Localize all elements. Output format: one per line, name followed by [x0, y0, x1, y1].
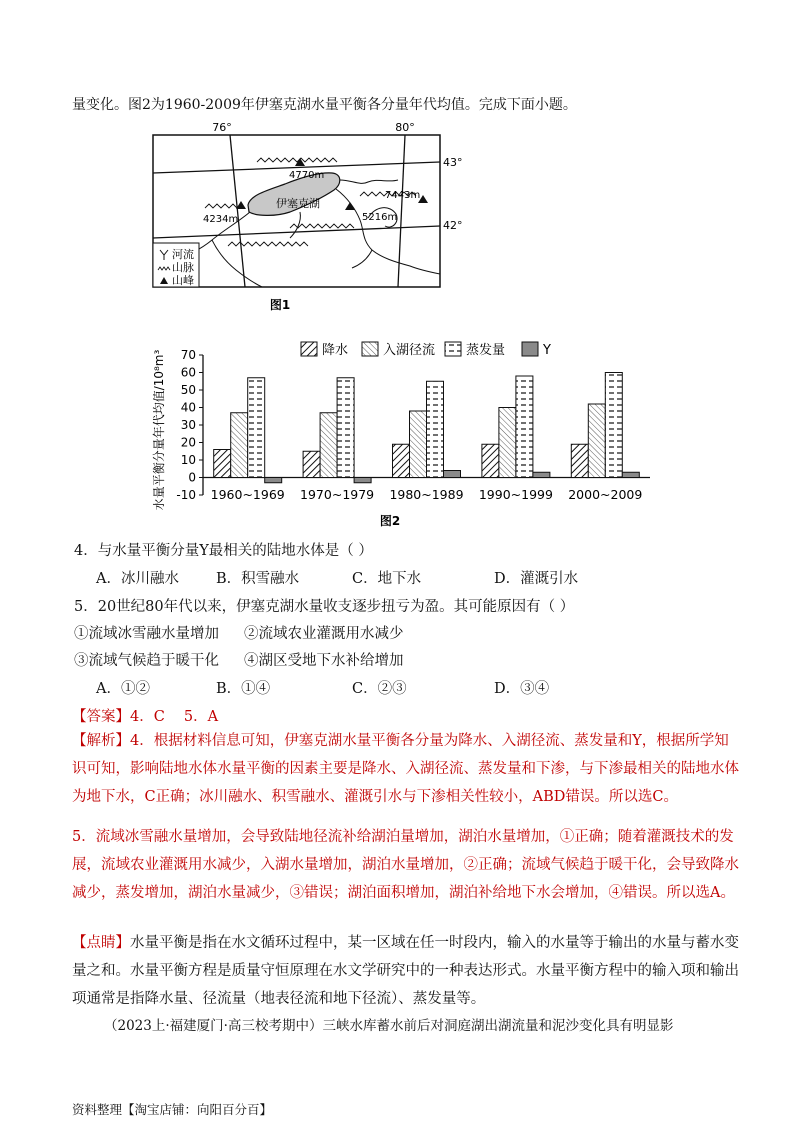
- bar-0-4: [571, 444, 588, 477]
- legend-swatch: [362, 342, 378, 356]
- y-tick-label: 10: [180, 453, 196, 467]
- y-tick-label: 50: [180, 383, 196, 397]
- analysis-heading: 【解析】: [72, 733, 130, 749]
- bar-1-3: [499, 408, 516, 478]
- x-tick-label: 2000~2009: [568, 487, 643, 502]
- peak-4234-label: 4234m: [203, 214, 239, 225]
- figure2-caption: 图2: [379, 514, 401, 528]
- legend-swatch: [522, 342, 538, 356]
- x-tick-label: 1970~1979: [300, 487, 375, 502]
- y-tick-label: 20: [180, 435, 196, 450]
- q5-option-b: B．①④: [216, 681, 271, 697]
- q5-item-2: ②流域农业灌溉用水减少: [244, 626, 404, 642]
- peak-5216-label: 5216m: [362, 212, 398, 223]
- x-tick-label: 1980~1989: [389, 487, 464, 502]
- chart-ylabel: 水量平衡分量年代均值/10⁸m³: [152, 349, 166, 511]
- bar-0-1: [303, 451, 320, 477]
- bar-3-0: [265, 478, 282, 483]
- lat-label-43: 43°: [443, 156, 463, 169]
- answer-line: 【答案】4．C 5．A: [72, 709, 219, 725]
- legend-label: Y: [543, 343, 551, 358]
- tip-text: 水量平衡是指在水文循环过程中，某一区域在任一时段内，输入的水量等于输出的水量与蓄水变量之和。水量平衡方程是质量守恒原理在水文学研究中的一种表达形式。水量平衡方程中的输入项和输出项通常是指降水量、径流量（地表径流和地下径流）、蒸发量等。: [72, 935, 739, 1007]
- y-tick-label: 0: [188, 470, 196, 485]
- bar-2-0: [248, 378, 265, 478]
- y-tick-label: 60: [180, 365, 196, 380]
- q4-option-a: A．冰川融水: [96, 571, 179, 587]
- tip-heading: 【点睛】: [72, 935, 130, 951]
- chart-x-tick-labels: [211, 487, 643, 502]
- analysis-q4: [72, 727, 740, 811]
- lat-label-42: 42°: [443, 219, 463, 232]
- legend-swatch: [445, 342, 461, 356]
- intro-text: 量变化。图2为1960-2009年伊塞克湖水量平衡各分量年代均值。完成下面小题。: [72, 97, 577, 113]
- y-tick-label: -10: [176, 488, 196, 502]
- analysis-q5: 5．流域冰雪融水量增加，会导致陆地径流补给湖泊量增加，湖泊水量增加，①正确；随着灌溉技术的发展，流域农业灌溉用水减少，入湖水量增加，湖泊水量增加，②正确；流域气候趋于暖干化，会导致降水减少，蒸发增加，湖泊水量减少，③错误；湖泊面积增加，湖泊补给地下水会增加，④错误。所以选A。: [72, 829, 739, 901]
- q4-option-c: C．地下水: [352, 571, 422, 587]
- bar-1-1: [320, 413, 337, 478]
- lake-label: 伊塞克湖: [276, 197, 320, 210]
- bar-1-4: [588, 404, 605, 478]
- q4-option-b: B．积雪融水: [216, 571, 300, 587]
- q5-option-d: D．③④: [494, 681, 550, 697]
- y-tick-label: 30: [180, 418, 196, 432]
- bar-3-2: [444, 471, 461, 478]
- peak-5216-icon: [345, 202, 355, 210]
- y-tick-label: 40: [180, 400, 196, 415]
- peak-4770-label: 4770m: [289, 170, 325, 181]
- footer-source: 资料整理【淘宝店铺：向阳百分百】: [72, 1102, 273, 1117]
- bar-0-0: [214, 450, 231, 478]
- lon-label-76: 76°: [212, 121, 232, 134]
- legend-label: 蒸发量: [466, 343, 506, 358]
- bar-1-2: [410, 411, 427, 478]
- bar-2-1: [337, 378, 354, 478]
- q4-option-d: D．灌溉引水: [494, 571, 579, 587]
- figure1-caption: 图1: [269, 298, 291, 312]
- figure1-map: [0, 0, 800, 320]
- q5-item-1: ①流域冰雪融水量增加: [74, 626, 219, 642]
- q5-item-4: ④湖区受地下水补给增加: [244, 653, 404, 669]
- bar-3-1: [354, 478, 371, 483]
- q4-stem: 4．与水量平衡分量Y最相关的陆地水体是（ ）: [74, 543, 373, 559]
- x-tick-label: 1960~1969: [210, 487, 285, 502]
- legend-mountain-label: 山脉: [172, 261, 194, 274]
- y-tick-label: 70: [180, 348, 196, 362]
- chart-bars: [214, 373, 640, 483]
- legend-river-label: 河流: [172, 248, 194, 261]
- lon-label-80: 80°: [395, 121, 415, 134]
- bar-2-4: [605, 373, 622, 478]
- x-tick-label: 1990~1999: [478, 487, 553, 502]
- legend-peak-label: 山峰: [172, 274, 194, 287]
- figure2-chart: [0, 330, 800, 530]
- legend-swatch: [301, 342, 317, 356]
- tip-block: [72, 929, 740, 1013]
- next-question-intro: （2023上·福建厦门·高三校考期中）三峡水库蓄水前后对洞庭湖出湖流量和泥沙变化具有明显影: [104, 1018, 674, 1034]
- legend-label: 入湖径流: [383, 343, 436, 358]
- bar-2-2: [427, 381, 444, 477]
- bar-3-3: [533, 472, 550, 477]
- q5-option-a: A．①②: [96, 681, 150, 697]
- legend-label: 降水: [322, 343, 349, 358]
- parallel-42: [153, 226, 440, 238]
- peak-7443-label: 7443m: [385, 190, 421, 201]
- q5-item-3: ③流域气候趋于暖干化: [74, 653, 219, 669]
- q5-option-c: C．②③: [352, 681, 407, 697]
- bar-0-2: [393, 444, 410, 477]
- bar-0-3: [482, 444, 499, 477]
- meridian-76: [230, 135, 245, 287]
- chart-legend: [301, 342, 551, 358]
- bar-2-3: [516, 376, 533, 478]
- q5-stem: 5．20世纪80年代以来，伊塞克湖水量收支逐步扭亏为盈。其可能原因有（ ）: [74, 599, 575, 615]
- bar-1-0: [231, 413, 248, 478]
- bar-3-4: [622, 472, 639, 477]
- analysis-q4-text: 4．根据材料信息可知，伊塞克湖水量平衡各分量为降水、入湖径流、蒸发量和Y，根据所学知识可知，影响陆地水体水量平衡的因素主要是降水、入湖径流、蒸发量和下渗，与下渗最相关的陆地水体为地下水，C正确；冰川融水、积雪融水、灌溉引水与下渗相关性较小，ABD错误。所以选C。: [72, 733, 739, 805]
